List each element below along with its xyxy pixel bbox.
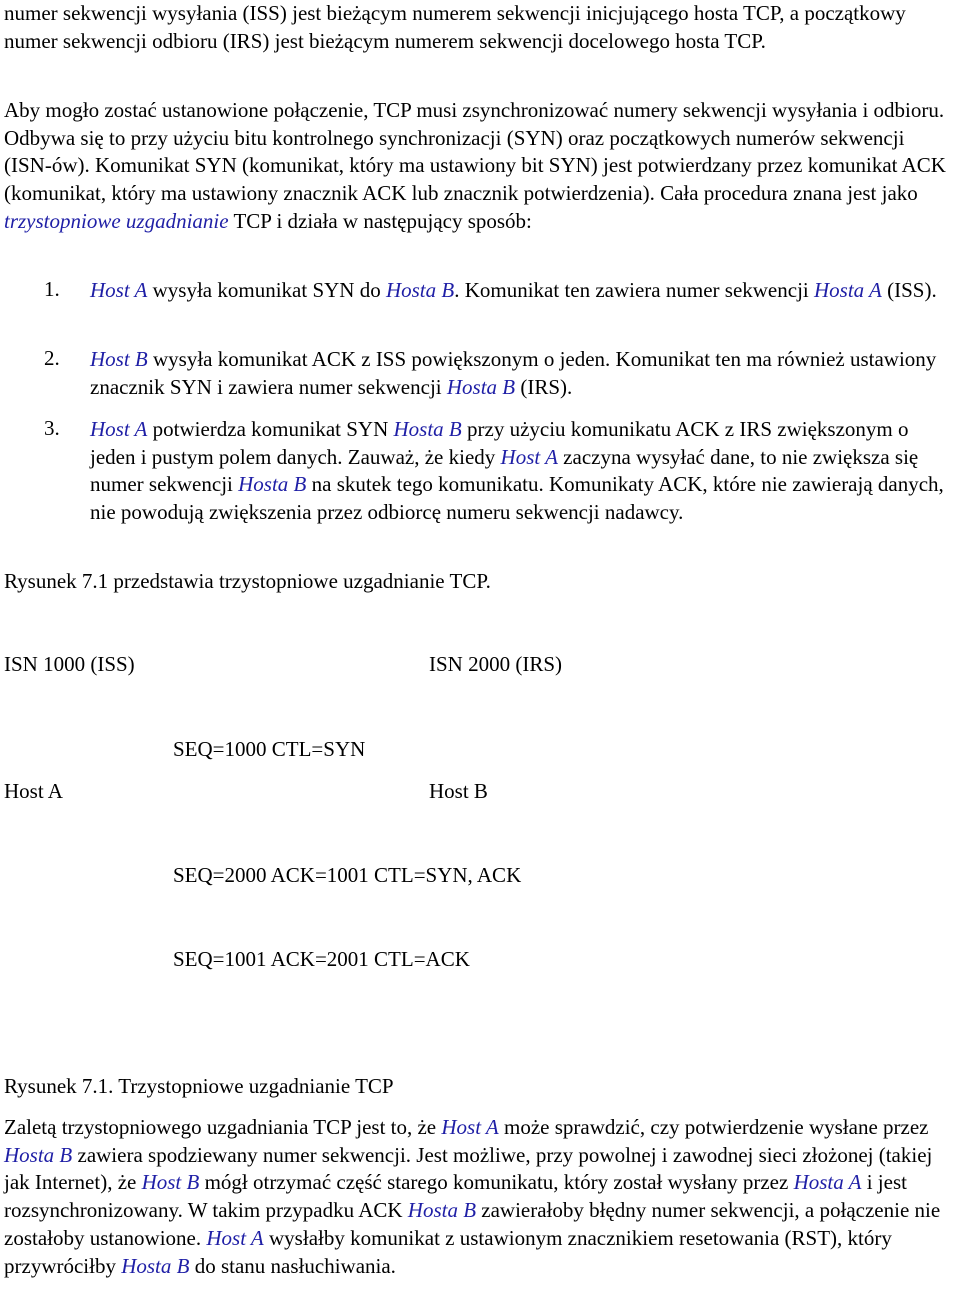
segment-ack-label: SEQ=1001 ACK=2001 CTL=ACK bbox=[173, 947, 470, 971]
host-link[interactable]: Host B bbox=[141, 1170, 200, 1195]
text-run: zawierałoby błędny numer sekwencji, a połączenie nie zostałoby ustanowione. bbox=[4, 1198, 941, 1250]
host-link[interactable]: Hosta B bbox=[238, 472, 307, 497]
host-link[interactable]: Host A bbox=[90, 278, 148, 302]
text-run: może sprawdzić, czy potwierdzenie wysłane przez bbox=[498, 1115, 929, 1139]
host-link[interactable]: Hosta B bbox=[121, 1253, 190, 1278]
host-link[interactable]: Hosta B bbox=[407, 1198, 477, 1223]
isn-host-a-label: ISN 1000 (ISS) bbox=[4, 652, 135, 676]
text-run: (ISS). bbox=[881, 278, 937, 302]
host-b-label: Host B bbox=[429, 779, 488, 803]
list-item-text bbox=[90, 346, 954, 401]
host-link[interactable]: Host B bbox=[90, 347, 148, 371]
text-run: potwierdza komunikat SYN bbox=[147, 417, 394, 441]
host-link[interactable]: Hosta B bbox=[393, 417, 462, 441]
text-run: wysłałby komunikat z ustawionym znacznikiem resetowania (RST), który przywróciłby bbox=[4, 1225, 892, 1278]
segment-syn-label: SEQ=1000 CTL=SYN bbox=[173, 737, 366, 761]
text-run: . Komunikat ten zawiera numer sekwencji bbox=[454, 278, 814, 302]
text-run: mógł otrzymać część starego komunikatu, który został wysłany przez bbox=[199, 1170, 794, 1195]
list-number: 2. bbox=[44, 346, 60, 370]
list-item bbox=[4, 277, 954, 305]
list-item-text bbox=[90, 416, 954, 527]
segment-syn-ack-label: SEQ=2000 ACK=1001 CTL=SYN, ACK bbox=[173, 863, 522, 887]
host-link[interactable]: Host A bbox=[206, 1225, 264, 1250]
figure-intro: Rysunek 7.1 przedstawia trzystopniowe uzgadnianie TCP. bbox=[4, 569, 491, 593]
text-run: na skutek tego komunikatu. Komunikaty ACK, które nie zawierają danych, nie powodują zwiększenia przez odbiorcę numeru sekwencji nadawcy. bbox=[90, 472, 944, 525]
host-link[interactable]: Hosta B bbox=[385, 278, 455, 302]
text-run: przy użyciu komunikatu ACK z IRS zwiększonym o jeden i pustym polem danych. Zauważ, że kiedy bbox=[90, 417, 909, 469]
list-item bbox=[4, 346, 954, 401]
host-link[interactable]: Hosta A bbox=[814, 278, 882, 302]
text-run: wysyła komunikat SYN do bbox=[147, 278, 386, 302]
host-a-label: Host A bbox=[4, 779, 63, 803]
host-link[interactable]: Host A bbox=[90, 417, 148, 441]
paragraph-text: Aby mogło zostać ustanowione połączenie, TCP musi zsynchronizować numery sekwencji wysyłania i odbioru. Odbywa się to przy użyciu bitu kontrolnego synchronizacji (SYN) oraz początkowych numerów sekwencji (ISN-ów). Komunikat SYN (komunikat, który ma ustawiony bit SYN) jest potwierdzany przez komunikat ACK (komunikat, który ma ustawiony znacznik ACK lub znacznik potwierdzenia). Cała procedura znana jest jako bbox=[4, 98, 946, 206]
text-run: i jest rozsynchronizowany. W takim przypadku ACK bbox=[4, 1170, 907, 1223]
text-run: (IRS). bbox=[515, 374, 573, 399]
text-run: zawiera spodziewany numer sekwencji. Jest możliwe, przy powolnej i zawodnej sieci złożonej (takiej jak Internet), że bbox=[4, 1142, 933, 1195]
paragraph-text: numer sekwencji wysyłania (ISS) jest bieżącym numerem sekwencji inicjującego hosta TCP, a początkowy numer sekwencji odbioru (IRS) jest bieżącym numerem sekwencji docelowego hosta TCP. bbox=[4, 1, 906, 53]
term-three-way-handshake-link[interactable]: trzystopniowe uzgadnianie bbox=[4, 208, 229, 233]
paragraph-handshake-intro bbox=[4, 97, 954, 236]
host-link[interactable]: Hosta B bbox=[4, 1142, 73, 1167]
text-run: Zaletą trzystopniowego uzgadniania TCP jest to, że bbox=[4, 1115, 442, 1139]
host-link[interactable]: Host A bbox=[500, 444, 558, 469]
list-number: 3. bbox=[44, 416, 60, 440]
host-link[interactable]: Host A bbox=[441, 1115, 499, 1139]
isn-host-b-label: ISN 2000 (IRS) bbox=[429, 652, 563, 676]
text-run: wysyła komunikat ACK z ISS powiększonym o jeden. Komunikat ten ma również ustawiony znacznik SYN i zawiera numer sekwencji bbox=[90, 347, 937, 399]
paragraph-text: TCP i działa w następujący sposób: bbox=[228, 208, 532, 233]
text-run: zaczyna wysyłać dane, to nie zwiększa się numer sekwencji bbox=[90, 444, 919, 497]
host-link[interactable]: Hosta B bbox=[446, 374, 516, 399]
list-item-text bbox=[90, 277, 954, 305]
host-link[interactable]: Hosta A bbox=[793, 1170, 862, 1195]
paragraph-handshake-advantage bbox=[4, 1114, 954, 1280]
list-number: 1. bbox=[44, 277, 60, 301]
figure-caption: Rysunek 7.1. Trzystopniowe uzgadnianie TCP bbox=[4, 1074, 394, 1098]
text-run: do stanu nasłuchiwania. bbox=[189, 1253, 396, 1278]
paragraph-isn-definition bbox=[4, 0, 954, 55]
list-item bbox=[4, 416, 954, 527]
